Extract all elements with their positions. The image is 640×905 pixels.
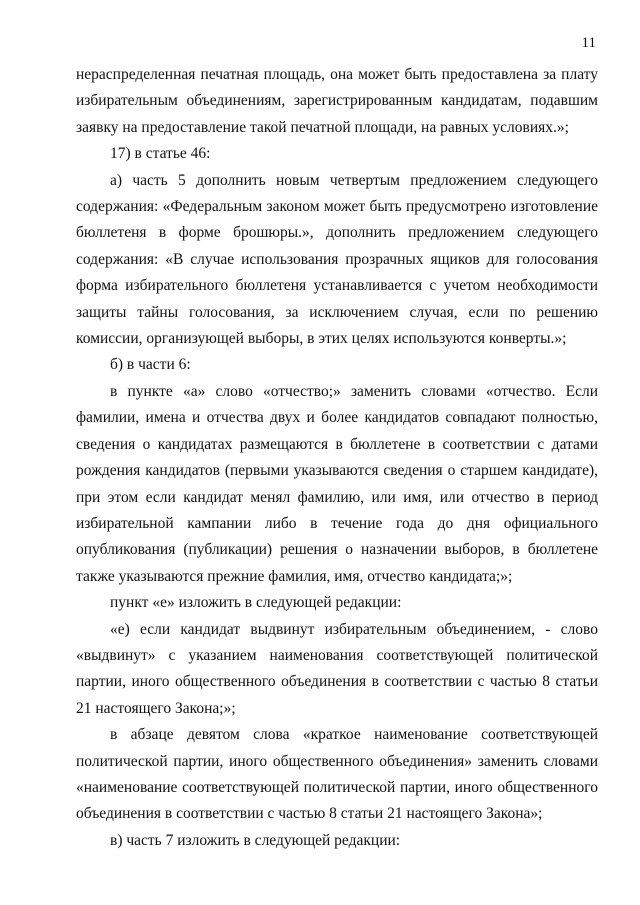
paragraph-subitem-a: а) часть 5 дополнить новым четвертым предложением следующего содержания: «Федеральным законом может быть предусмотрено изготовление бюллетеня в форме брошюры.», дополнить предложением следующего содержания: «В случае использования прозрачных ящиков для голосования форма избирательного бюллетеня устанавливается с учетом необходимости защиты тайны голосования, за исключением случая, если по решению комиссии, организующей выборы, в этих целях используются конверты.»; [76, 171, 598, 348]
document-body [76, 62, 598, 854]
paragraph-subitem-v: в) часть 7 изложить в следующей редакции: [110, 831, 401, 849]
paragraph-continuation: нераспределенная печатная площадь, она может быть предоставлена за плату избирательным объединениям, зарегистрированным кандидатам, подавшим заявку на предоставление такой печатной площади, на равных условиях.»; [76, 66, 598, 136]
paragraph-ninth-abzac: в абзаце девятом слова «краткое наименование соответствующей политической партии, иного общественного объединения» заменить словами «наименование соответствующей политической партии, иного общественного объединения в соответствии с частью 8 статьи 21 настоящего Закона»; [76, 726, 598, 823]
paragraph-subitem-b: б) в части 6: [110, 356, 191, 374]
paragraph-point-e-text: «е) если кандидат выдвинут избирательным объединением, - слово «выдвинут» с указанием наименования соответствующей политической партии, иного общественного объединения в соответствии с частью 8 статьи 21 настоящего Закона;»; [76, 620, 598, 717]
paragraph-point-a-amendment: в пункте «а» слово «отчество;» заменить словами «отчество. Если фамилии, имена и отчества двух и более кандидатов совпадают полностью, сведения о кандидатах размещаются в бюллетене в соответствии с датами рождения кандидатов (первыми указываются сведения о старшем кандидате), при этом если кандидат менял фамилию, или имя, или отчество в период избирательной кампании либо в течение года до дня официального опубликования (публикации) решения о назначении выборов, в бюллетене также указываются прежние фамилия, имя, отчество кандидата;»; [76, 382, 598, 585]
page-number: 11 [581, 35, 596, 51]
paragraph-item-17: 17) в статье 46: [110, 145, 211, 163]
paragraph-point-e-intro: пункт «е» изложить в следующей редакции: [110, 594, 402, 612]
